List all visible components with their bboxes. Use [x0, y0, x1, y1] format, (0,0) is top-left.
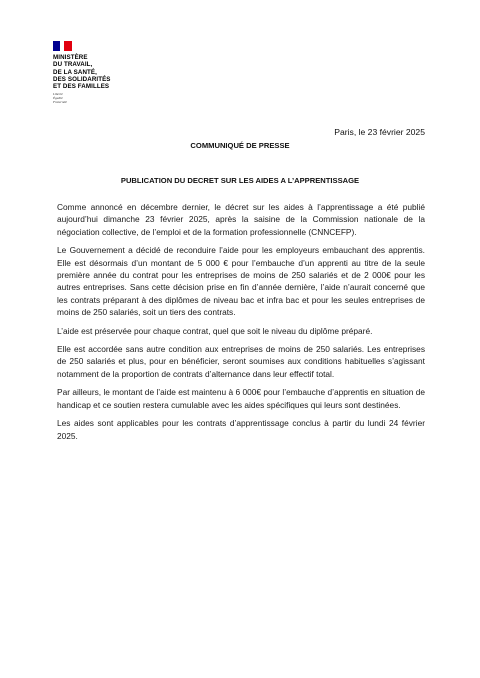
press-release-label: COMMUNIQUÉ DE PRESSE	[190, 141, 290, 150]
french-flag-icon	[53, 41, 72, 51]
dateline: Paris, le 23 février 2025	[334, 127, 425, 137]
paragraph: Elle est accordée sans autre condition aux entreprises de moins de 250 salariés. Les entreprises de 250 salariés et plus, pour en bénéficier, seront soumises aux conditions habituelles s’agissant notamment de la proportion de contrats d’alternance dans leur effectif total.	[57, 344, 425, 379]
ministry-logo	[53, 41, 111, 104]
paragraph: Le Gouvernement a décidé de reconduire l’aide pour les employeurs embauchant des apprentis. Elle est désormais d’un montant de 5 000 € pour l’embauche d’un apprenti au titre de la seule première année du contrat pour les entreprises de moins de 250 salariés et de 2 000€ pour les autres entreprises. Sans cette décision prise en fin d’année dernière, l’aide n’aurait concerné que les contrats préparant à des diplômes de niveau bac et infra bac et pour les seules entreprises de moins de 250 salariés, soit un tiers des contrats.	[57, 245, 425, 318]
paragraph: L’aide est préservée pour chaque contrat, quel que soit le niveau du diplôme préparé.	[57, 325, 373, 336]
document-body	[57, 201, 425, 448]
paragraph: Par ailleurs, le montant de l’aide est maintenu à 6 000€ pour l’embauche d’apprentis en situation de handicap et ce soutien restera cumulable avec les aides spécifiques qui leurs sont destinées.	[57, 387, 425, 410]
document-title: PUBLICATION DU DECRET SUR LES AIDES A L’APPRENTISSAGE	[120, 176, 360, 185]
paragraph: Les aides sont applicables pour les contrats d’apprentissage conclus à partir du lundi 24 février 2025.	[57, 418, 425, 441]
ministry-name: MINISTÈRE DU TRAVAIL, DE LA SANTÉ, DES SOLIDARITÉS ET DES FAMILLES	[53, 54, 111, 91]
republic-motto: Liberté Égalité Fraternité	[53, 92, 67, 105]
paragraph: Comme annoncé en décembre dernier, le décret sur les aides à l’apprentissage a été publié aujourd’hui dimanche 23 février 2025, après la saisine de la Commission nationale de la négociation collective, de l’emploi et de la formation professionnelle (CNNCEFP).	[57, 202, 425, 237]
